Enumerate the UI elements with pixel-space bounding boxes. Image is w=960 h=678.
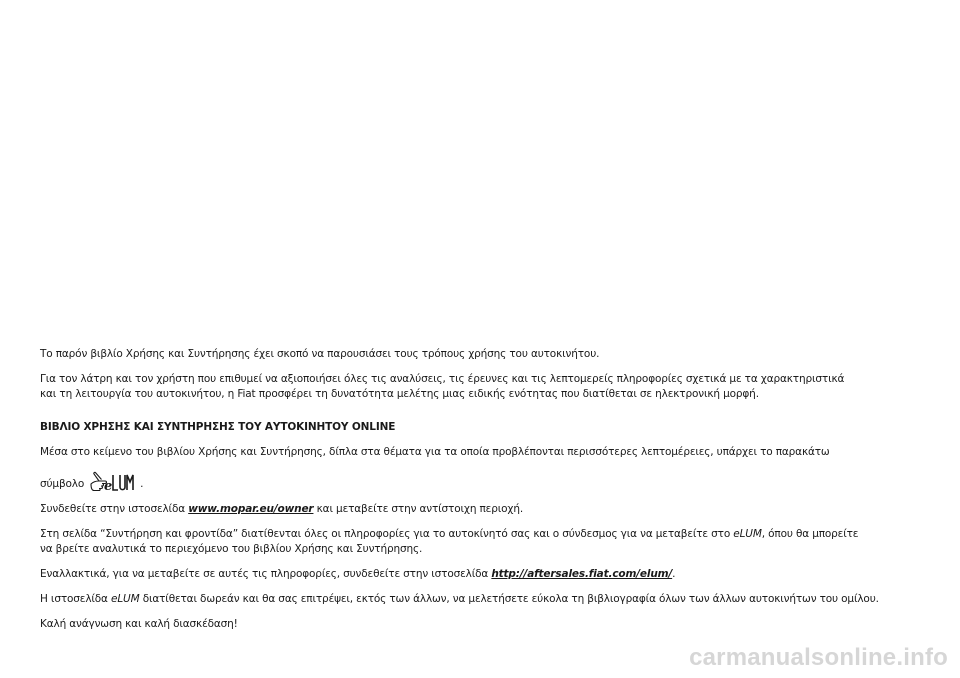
- document-body: [40, 347, 920, 632]
- intro-paragraph-1: Το παρόν βιβλίο Χρήσης και Συντήρησης έχει σκοπό να παρουσιάσει τους τρόπους χρήσης του αυτοκινήτου.: [40, 348, 600, 360]
- aftersales-elum-link[interactable]: http://aftersales.fiat.com/elum/: [491, 568, 673, 580]
- closing-line: Καλή ανάγνωση και καλή διασκέδαση!: [40, 618, 238, 630]
- text-span: Συνδεθείτε στην ιστοσελίδα: [40, 503, 189, 515]
- section-paragraph-3-line-2: να βρείτε αναλυτικά το περιεχόμενο του βιβλίου Χρήσης και Συντήρησης.: [40, 543, 423, 555]
- section-paragraph-1-line-1: Μέσα στο κείμενο του βιβλίου Χρήσης και Συντήρησης, δίπλα στα θέματα για τα οποία προβλέπονται περισσότερες λεπτομέρειες, υπάρχει το παρακάτω: [40, 446, 830, 458]
- section-paragraph-4: [40, 567, 920, 582]
- text-span: διατίθεται δωρεάν και θα σας επιτρέψει, εκτός των άλλων, να μελετήσετε εύκολα τη βιβλιογραφία όλων των άλλων αυτοκινήτων του ομίλου.: [139, 593, 879, 605]
- section-heading: ΒΙΒΛΙΟ ΧΡΗΣΗΣ ΚΑΙ ΣΥΝΤΗΡΗΣΗΣ ΤΟΥ ΑΥΤΟΚΙΝΗΤΟΥ ONLINE: [40, 421, 396, 433]
- section-paragraph-3-line-1: [40, 527, 920, 542]
- text-span: , όπου θα μπορείτε: [761, 528, 859, 540]
- intro-paragraph-2-line-1: Για τον λάτρη και τον χρήστη που επιθυμεί να αξιοποιήσει όλες τις αναλύσεις, τις έρευνες και τις λεπτομερείς πληροφορίες σχετικά με τα χαρακτηριστικά: [40, 373, 845, 385]
- text-span: Στη σελίδα “Συντήρηση και φροντίδα” διατίθενται όλες οι πληροφορίες για το αυτοκίνητό σας και ο σύνδεσμος για να μεταβείτε στο: [40, 528, 734, 540]
- svg-text:e: e: [104, 479, 113, 492]
- intro-paragraph-2-line-2: και τη λειτουργία του αυτοκινήτου, η Fiat προσφέρει τη δυνατότητα μελέτης μιας ειδικής ενότητας που διατίθεται σε ηλεκτρονική μορφή.: [40, 388, 759, 400]
- text-span: Εναλλακτικά, για να μεταβείτε σε αυτές τις πληροφορίες, συνδεθείτε στην ιστοσελίδα: [40, 568, 492, 580]
- section-paragraph-2: [40, 502, 920, 517]
- section-paragraph-5: [40, 592, 920, 607]
- symbol-label: σύμβολο: [40, 478, 85, 490]
- watermark: carmanualsonline.info: [689, 644, 948, 671]
- elum-hand-icon: [90, 470, 136, 492]
- section-paragraph-1-line-2: [40, 470, 920, 492]
- symbol-period: .: [140, 478, 144, 490]
- text-span: .: [672, 568, 676, 580]
- elum-term: eLUM: [111, 593, 140, 605]
- text-span: και μεταβείτε στην αντίστοιχη περιοχή.: [313, 503, 524, 515]
- elum-term: eLUM: [733, 528, 762, 540]
- text-span: Η ιστοσελίδα: [40, 593, 112, 605]
- mopar-owner-link[interactable]: www.mopar.eu/owner: [188, 503, 314, 515]
